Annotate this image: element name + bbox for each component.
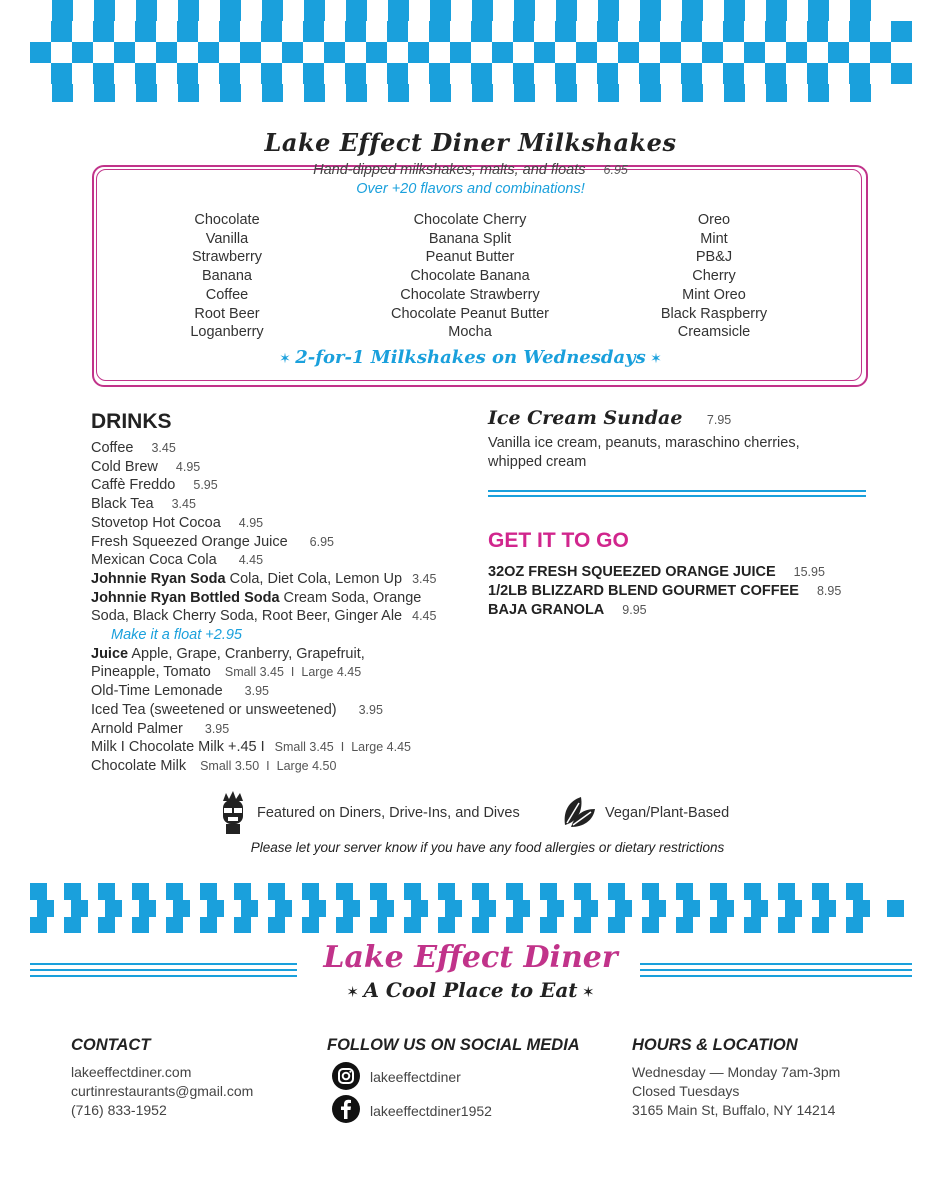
checker-square — [710, 917, 727, 933]
checker-square — [513, 21, 534, 42]
checker-square — [574, 883, 591, 900]
flavor-item: Chocolate Strawberry — [400, 286, 540, 303]
checker-square — [166, 917, 183, 933]
checker-square — [135, 21, 156, 42]
sundae-price: 7.95 — [706, 413, 732, 427]
checker-square — [234, 917, 251, 933]
drink-hot-cocoa: Stovetop Hot Cocoa 4.95 — [91, 514, 264, 531]
checker-square — [52, 0, 73, 21]
checker-square — [370, 917, 387, 933]
checker-square — [576, 42, 597, 63]
checker-square — [808, 0, 829, 21]
checker-square — [887, 900, 904, 917]
checker-square — [411, 900, 428, 917]
checker-square — [598, 0, 619, 21]
checker-square — [540, 883, 557, 900]
checker-square — [98, 917, 115, 933]
checker-square — [574, 917, 591, 933]
to-go-item: 1/2LB BLIZZARD BLEND GOURMET COFFEE 8.95 — [488, 583, 842, 599]
checker-square — [404, 917, 421, 933]
checker-square — [681, 21, 702, 42]
contact-info — [71, 1063, 253, 1120]
flavor-item: Banana — [202, 268, 252, 285]
checker-square — [785, 900, 802, 917]
checker-square — [751, 900, 768, 917]
checker-square — [513, 63, 534, 84]
instagram-handle[interactable]: lakeeffectdiner — [370, 1069, 461, 1085]
brand-stripe-right — [640, 975, 912, 977]
checker-square — [683, 900, 700, 917]
flavor-item: Chocolate Banana — [410, 268, 530, 285]
checker-square — [200, 917, 217, 933]
flavor-item: Mint — [700, 230, 728, 247]
to-go-item: BAJA GRANOLA 9.95 — [488, 602, 647, 618]
checker-square — [98, 883, 115, 900]
checker-square — [105, 900, 122, 917]
checker-square — [139, 900, 156, 917]
checker-square — [766, 84, 787, 102]
checker-square — [166, 883, 183, 900]
checker-square — [438, 883, 455, 900]
checker-square — [608, 917, 625, 933]
checker-square — [93, 63, 114, 84]
drink-cold-brew: Cold Brew 4.95 — [91, 458, 201, 475]
checker-square — [303, 63, 324, 84]
flavor-item: Banana Split — [428, 230, 512, 247]
drinks-heading: DRINKS — [91, 410, 172, 433]
checker-square — [219, 63, 240, 84]
checker-square — [64, 917, 81, 933]
checker-square — [649, 900, 666, 917]
section-divider — [488, 495, 866, 497]
checker-square — [846, 883, 863, 900]
promo-line — [0, 347, 941, 368]
checker-square — [51, 63, 72, 84]
checker-square — [514, 0, 535, 21]
drink-juice-cont: Pineapple, Tomato Small 3.45 I Large 4.45 — [91, 664, 362, 681]
star-icon: ✶ — [279, 350, 291, 366]
drink-jr-bottled: Johnnie Ryan Bottled Soda Cream Soda, Orange — [91, 589, 422, 606]
checker-square — [808, 84, 829, 102]
guy-fieri-face-icon — [219, 791, 247, 835]
checker-square — [778, 883, 795, 900]
checker-square — [275, 900, 292, 917]
checker-square — [472, 0, 493, 21]
tagline-text: A Cool Place to Eat — [363, 978, 578, 1002]
checker-square — [850, 0, 871, 21]
checker-square — [615, 900, 632, 917]
drink-milk: Milk I Chocolate Milk +.45 I Small 3.45 I Large 4.45 — [91, 739, 411, 756]
flavor-item: Chocolate Cherry — [413, 212, 527, 228]
checker-square — [71, 900, 88, 917]
checker-square — [404, 883, 421, 900]
brand-tagline — [0, 978, 941, 1002]
checker-square — [51, 21, 72, 42]
leaf-icon — [561, 793, 597, 829]
checker-square — [445, 900, 462, 917]
checker-square — [472, 84, 493, 102]
checker-square — [220, 0, 241, 21]
checker-square — [324, 42, 345, 63]
to-go-heading: GET IT TO GO — [488, 529, 629, 552]
checker-square — [744, 883, 761, 900]
checker-square — [30, 883, 47, 900]
checker-square — [639, 63, 660, 84]
checker-square — [540, 917, 557, 933]
checker-square — [682, 84, 703, 102]
checker-square — [37, 900, 54, 917]
checker-square — [135, 63, 156, 84]
flavor-item: Chocolate Peanut Butter — [391, 305, 549, 322]
checker-square — [136, 0, 157, 21]
hours-info — [632, 1063, 840, 1120]
checker-square — [556, 84, 577, 102]
checker-square — [639, 21, 660, 42]
checker-square — [346, 0, 367, 21]
checker-square — [30, 42, 51, 63]
allergy-note: Please let your server know if you have any food allergies or dietary restrictions — [250, 840, 725, 855]
float-note: Make it a float +2.95 — [111, 627, 242, 644]
checker-square — [471, 21, 492, 42]
flavor-item: Loganberry — [190, 324, 264, 341]
checker-square — [849, 21, 870, 42]
star-icon: ✶ — [650, 350, 662, 366]
sundae-desc: Vanilla ice cream, peanuts, maraschino cherries, whipped cream — [488, 435, 800, 470]
checker-square — [506, 883, 523, 900]
checker-square — [555, 21, 576, 42]
checker-square — [891, 21, 912, 42]
checker-square — [514, 84, 535, 102]
star-icon: ✶ — [582, 984, 595, 1001]
checker-square — [132, 917, 149, 933]
checker-square — [429, 21, 450, 42]
checker-square — [64, 883, 81, 900]
checker-square — [336, 917, 353, 933]
checker-square — [534, 42, 555, 63]
drink-choc-milk: Chocolate Milk Small 3.50 I Large 4.50 — [91, 757, 337, 774]
top-checker-border — [0, 0, 941, 102]
checker-square — [513, 900, 530, 917]
checker-square — [72, 42, 93, 63]
drink-jr-soda: Johnnie Ryan Soda Cola, Diet Cola, Lemon Up 3.45 — [91, 570, 437, 587]
checker-square — [268, 883, 285, 900]
checker-square — [304, 0, 325, 21]
checker-square — [853, 900, 870, 917]
drink-black-tea: Black Tea 3.45 — [91, 496, 196, 513]
drink-caffe-freddo: Caffè Freddo 5.95 — [91, 477, 218, 494]
checker-square — [778, 917, 795, 933]
checker-square — [261, 63, 282, 84]
checker-square — [682, 0, 703, 21]
sundae-heading — [488, 407, 731, 429]
checker-square — [660, 42, 681, 63]
checker-square — [807, 63, 828, 84]
checker-square — [343, 900, 360, 917]
checker-square — [132, 883, 149, 900]
checker-square — [724, 0, 745, 21]
checker-square — [849, 63, 870, 84]
checker-square — [812, 917, 829, 933]
checker-square — [302, 917, 319, 933]
checker-square — [345, 63, 366, 84]
checker-square — [710, 883, 727, 900]
checker-square — [724, 84, 745, 102]
checker-square — [173, 900, 190, 917]
checker-square — [618, 42, 639, 63]
checker-square — [676, 883, 693, 900]
checker-square — [388, 0, 409, 21]
social-heading: FOLLOW US ON SOCIAL MEDIA — [327, 1036, 580, 1054]
checker-square — [555, 63, 576, 84]
subtitle-text: Hand-dipped milkshakes, malts, and floats — [313, 162, 586, 178]
hours-closed: Closed Tuesdays — [632, 1083, 740, 1099]
checker-square — [640, 84, 661, 102]
checker-square — [581, 900, 598, 917]
checker-square — [261, 21, 282, 42]
checker-square — [178, 84, 199, 102]
flavor-item: Creamsicle — [677, 324, 751, 341]
checker-square — [377, 900, 394, 917]
flavor-item: Oreo — [697, 212, 731, 228]
checker-square — [114, 42, 135, 63]
drink-arnold-palmer: Arnold Palmer 3.95 — [91, 720, 230, 737]
checker-square — [642, 883, 659, 900]
checker-square — [268, 917, 285, 933]
checker-square — [262, 84, 283, 102]
flavor-item: Strawberry — [191, 249, 263, 266]
checker-square — [408, 42, 429, 63]
checker-square — [241, 900, 258, 917]
vegan-label: Vegan/Plant-Based — [605, 805, 730, 821]
checker-square — [345, 21, 366, 42]
checker-square — [472, 917, 489, 933]
checker-square — [30, 917, 47, 933]
checker-square — [723, 21, 744, 42]
sundae-title: Ice Cream Sundae — [488, 407, 683, 429]
instagram-icon[interactable] — [331, 1061, 361, 1091]
checker-square — [744, 917, 761, 933]
checker-square — [93, 21, 114, 42]
checker-square — [198, 42, 219, 63]
checker-square — [870, 42, 891, 63]
checker-square — [597, 63, 618, 84]
checker-square — [676, 917, 693, 933]
checker-square — [387, 63, 408, 84]
checker-square — [387, 21, 408, 42]
drink-iced-tea: Iced Tea (sweetened or unsweetened) 3.95 — [91, 701, 383, 718]
checker-square — [891, 63, 912, 84]
drink-lemonade: Old-Time Lemonade 3.95 — [91, 683, 269, 700]
checker-square — [850, 84, 871, 102]
checker-square — [438, 917, 455, 933]
checker-square — [388, 84, 409, 102]
phone-number[interactable]: (716) 833-1952 — [71, 1102, 167, 1118]
flavor-column-2 — [360, 211, 580, 342]
milkshakes-title: Lake Effect Diner Milkshakes — [264, 128, 677, 157]
checker-square — [156, 42, 177, 63]
flavor-item: Vanilla — [205, 230, 249, 247]
brand-name: Lake Effect Diner — [323, 940, 618, 975]
checker-square — [807, 21, 828, 42]
checker-square — [765, 21, 786, 42]
checker-square — [812, 883, 829, 900]
checker-square — [207, 900, 224, 917]
checker-square — [220, 84, 241, 102]
flavors-note: Over +20 flavors and combinations! — [356, 181, 585, 197]
checker-square — [479, 900, 496, 917]
milkshakes-subtitle — [0, 162, 941, 178]
checker-square — [492, 42, 513, 63]
checker-square — [681, 63, 702, 84]
flavor-column-1 — [147, 211, 307, 342]
checker-square — [94, 84, 115, 102]
star-icon: ✶ — [346, 984, 359, 1001]
drink-jr-bottled-cont: Soda, Black Cherry Soda, Root Beer, Ginger Ale 4.45 — [91, 608, 437, 625]
checker-square — [640, 0, 661, 21]
checker-square — [346, 84, 367, 102]
checker-square — [219, 21, 240, 42]
checker-square — [234, 883, 251, 900]
checker-square — [302, 883, 319, 900]
checker-square — [702, 42, 723, 63]
checker-square — [819, 900, 836, 917]
flavor-item: Root Beer — [194, 305, 260, 322]
checker-square — [177, 21, 198, 42]
checker-square — [506, 917, 523, 933]
drink-coca-cola: Mexican Coca Cola 4.45 — [91, 552, 264, 569]
checker-square — [303, 21, 324, 42]
checker-square — [304, 84, 325, 102]
drinks-list — [91, 439, 436, 776]
checker-square — [608, 883, 625, 900]
checker-square — [200, 883, 217, 900]
checker-square — [262, 0, 283, 21]
to-go-list — [488, 563, 841, 620]
to-go-item: 32OZ FRESH SQUEEZED ORANGE JUICE 15.95 — [488, 564, 825, 580]
drink-orange-juice: Fresh Squeezed Orange Juice 6.95 — [91, 533, 335, 550]
checker-square — [547, 900, 564, 917]
subtitle-price: 6.95 — [603, 163, 628, 177]
drink-coffee: Coffee 3.45 — [91, 440, 176, 456]
facebook-handle[interactable]: lakeeffectdiner1952 — [370, 1103, 492, 1119]
checker-square — [366, 42, 387, 63]
checker-square — [450, 42, 471, 63]
checker-square — [723, 63, 744, 84]
checker-square — [336, 883, 353, 900]
checker-square — [370, 883, 387, 900]
checker-square — [717, 900, 734, 917]
website-link[interactable]: lakeeffectdiner.com — [71, 1064, 192, 1080]
checker-square — [846, 917, 863, 933]
checker-square — [556, 0, 577, 21]
flavor-item: Cherry — [692, 268, 736, 285]
hours-heading: HOURS & LOCATION — [632, 1036, 798, 1054]
checker-square — [136, 84, 157, 102]
checker-square — [744, 42, 765, 63]
brand-stripe-left — [30, 975, 297, 977]
checker-square — [642, 917, 659, 933]
flavor-item: Mint Oreo — [682, 286, 746, 303]
checker-square — [472, 883, 489, 900]
checker-square — [430, 84, 451, 102]
email-link[interactable]: curtinrestaurants@gmail.com — [71, 1083, 254, 1099]
facebook-icon[interactable] — [331, 1094, 361, 1124]
drink-juice: Juice Apple, Grape, Cranberry, Grapefruit, — [91, 645, 365, 662]
address[interactable]: 3165 Main St, Buffalo, NY 14214 — [632, 1102, 836, 1118]
hours-days: Wednesday — Monday 7am-3pm — [632, 1064, 841, 1080]
checker-square — [52, 84, 73, 102]
promo-text: 2-for-1 Milkshakes on Wednesdays — [295, 347, 646, 368]
checker-square — [786, 42, 807, 63]
checker-square — [177, 63, 198, 84]
flavor-column-3 — [634, 211, 794, 342]
flavor-item: PB&J — [695, 249, 733, 266]
checker-square — [828, 42, 849, 63]
contact-heading: CONTACT — [71, 1036, 151, 1054]
checker-square — [430, 0, 451, 21]
checker-square — [471, 63, 492, 84]
checker-square — [429, 63, 450, 84]
bottom-checker-border — [0, 883, 941, 933]
checker-square — [597, 21, 618, 42]
flavor-item: Mocha — [448, 324, 492, 341]
flavor-item: Chocolate — [194, 212, 260, 228]
flavor-item: Peanut Butter — [425, 249, 515, 266]
flavor-item: Coffee — [205, 286, 249, 303]
checker-square — [765, 63, 786, 84]
checker-square — [282, 42, 303, 63]
checker-square — [766, 0, 787, 21]
checker-square — [309, 900, 326, 917]
flavor-item: Black Raspberry — [660, 305, 768, 322]
section-divider — [488, 490, 866, 492]
checker-square — [598, 84, 619, 102]
checker-square — [240, 42, 261, 63]
featured-label: Featured on Diners, Drive-Ins, and Dives — [257, 805, 520, 821]
checker-square — [178, 0, 199, 21]
checker-square — [94, 0, 115, 21]
